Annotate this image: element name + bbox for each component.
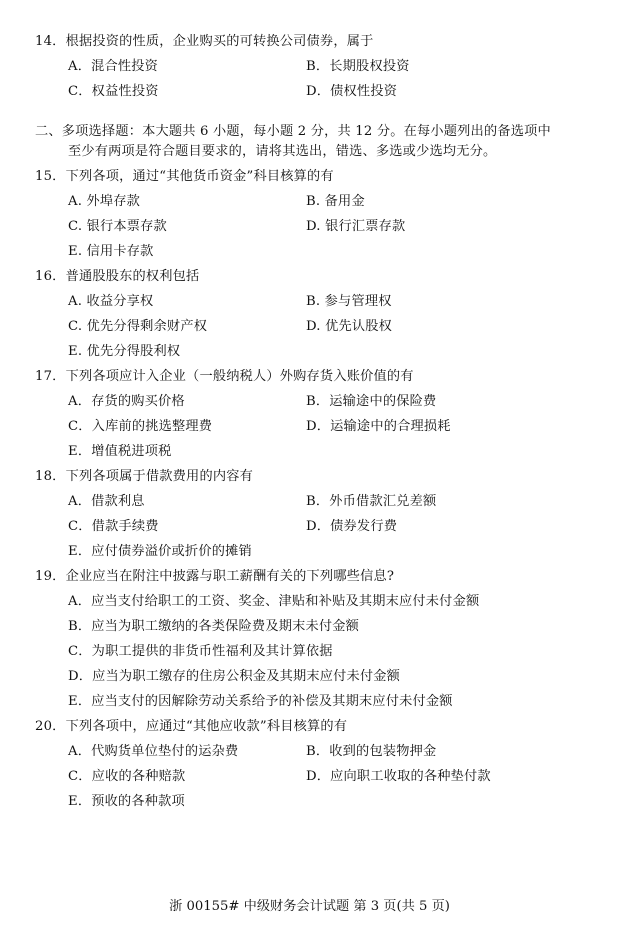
- q16-option-b: B. 参与管理权: [306, 294, 392, 309]
- q19-stem: 19．企业应当在附注中披露与职工薪酬有关的下列哪些信息?: [35, 569, 395, 584]
- q15-option-c: C. 银行本票存款: [68, 219, 167, 234]
- q18-option-d: D．债券发行费: [306, 519, 398, 534]
- q19-option-c: C．为职工提供的非货币性福利及其计算依据: [68, 644, 333, 659]
- q20-option-e: E．预收的各种款项: [68, 794, 185, 809]
- q17-option-b: B．运输途中的保险费: [306, 394, 437, 409]
- q15-option-b: B. 备用金: [306, 194, 365, 209]
- q16-stem: 16．普通股股东的权利包括: [35, 269, 200, 284]
- q14-option-a: A．混合性投资: [68, 59, 159, 74]
- q18-option-c: C．借款手续费: [68, 519, 159, 534]
- q14-option-c: C．权益性投资: [68, 84, 159, 99]
- q19-option-e: E．应当支付的因解除劳动关系给予的补偿及其期末应付未付金额: [68, 694, 453, 709]
- q19-option-a: A．应当支付给职工的工资、奖金、津贴和补贴及其期末应付未付金额: [68, 594, 480, 609]
- q18-option-e: E．应付债券溢价或折价的摊销: [68, 544, 252, 559]
- page-footer: 浙 00155# 中级财务会计试题 第 3 页(共 5 页): [169, 899, 450, 914]
- q20-option-d: D．应向职工收取的各种垫付款: [306, 769, 491, 784]
- q17-option-d: D．运输途中的合理损耗: [306, 419, 451, 434]
- q14-stem: 14．根据投资的性质，企业购买的可转换公司债券，属于: [35, 34, 374, 49]
- q18-stem: 18．下列各项属于借款费用的内容有: [35, 469, 253, 484]
- q16-option-d: D. 优先认股权: [306, 319, 393, 334]
- q15-option-d: D. 银行汇票存款: [306, 219, 406, 234]
- q15-option-a: A. 外埠存款: [68, 194, 141, 209]
- q16-option-e: E. 优先分得股利权: [68, 344, 181, 359]
- q16-option-c: C. 优先分得剩余财产权: [68, 319, 208, 334]
- q18-option-a: A．借款利息: [68, 494, 145, 509]
- q20-option-b: B．收到的包装物押金: [306, 744, 437, 759]
- q17-option-a: A．存货的购买价格: [68, 394, 185, 409]
- q20-option-c: C．应收的各种赔款: [68, 769, 186, 784]
- q15-option-e: E. 信用卡存款: [68, 244, 154, 259]
- q19-option-d: D．应当为职工缴存的住房公积金及其期末应付未付金额: [68, 669, 401, 684]
- q19-option-b: B．应当为职工缴纳的各类保险费及期末未付金额: [68, 619, 360, 634]
- q20-stem: 20．下列各项中，应通过“其他应收款”科目核算的有: [35, 719, 348, 734]
- q17-option-c: C．入库前的挑选整理费: [68, 419, 213, 434]
- section2-heading-line1: 二、多项选择题：本大题共 6 小题，每小题 2 分，共 12 分。在每小题列出的备选项中: [35, 124, 551, 139]
- q16-option-a: A. 收益分享权: [68, 294, 154, 309]
- q14-option-b: B．长期股权投资: [306, 59, 410, 74]
- q20-option-a: A．代购货单位垫付的运杂费: [68, 744, 239, 759]
- section2-heading-line2: 至少有两项是符合题目要求的，请将其选出，错选、多选或少选均无分。: [68, 144, 497, 159]
- q15-stem: 15．下列各项，通过“其他货币资金”科目核算的有: [35, 169, 334, 184]
- q17-option-e: E．增值税进项税: [68, 444, 172, 459]
- q14-option-d: D．债权性投资: [306, 84, 398, 99]
- q18-option-b: B．外币借款汇兑差额: [306, 494, 437, 509]
- q17-stem: 17．下列各项应计入企业（一般纳税人）外购存货入账价值的有: [35, 369, 414, 384]
